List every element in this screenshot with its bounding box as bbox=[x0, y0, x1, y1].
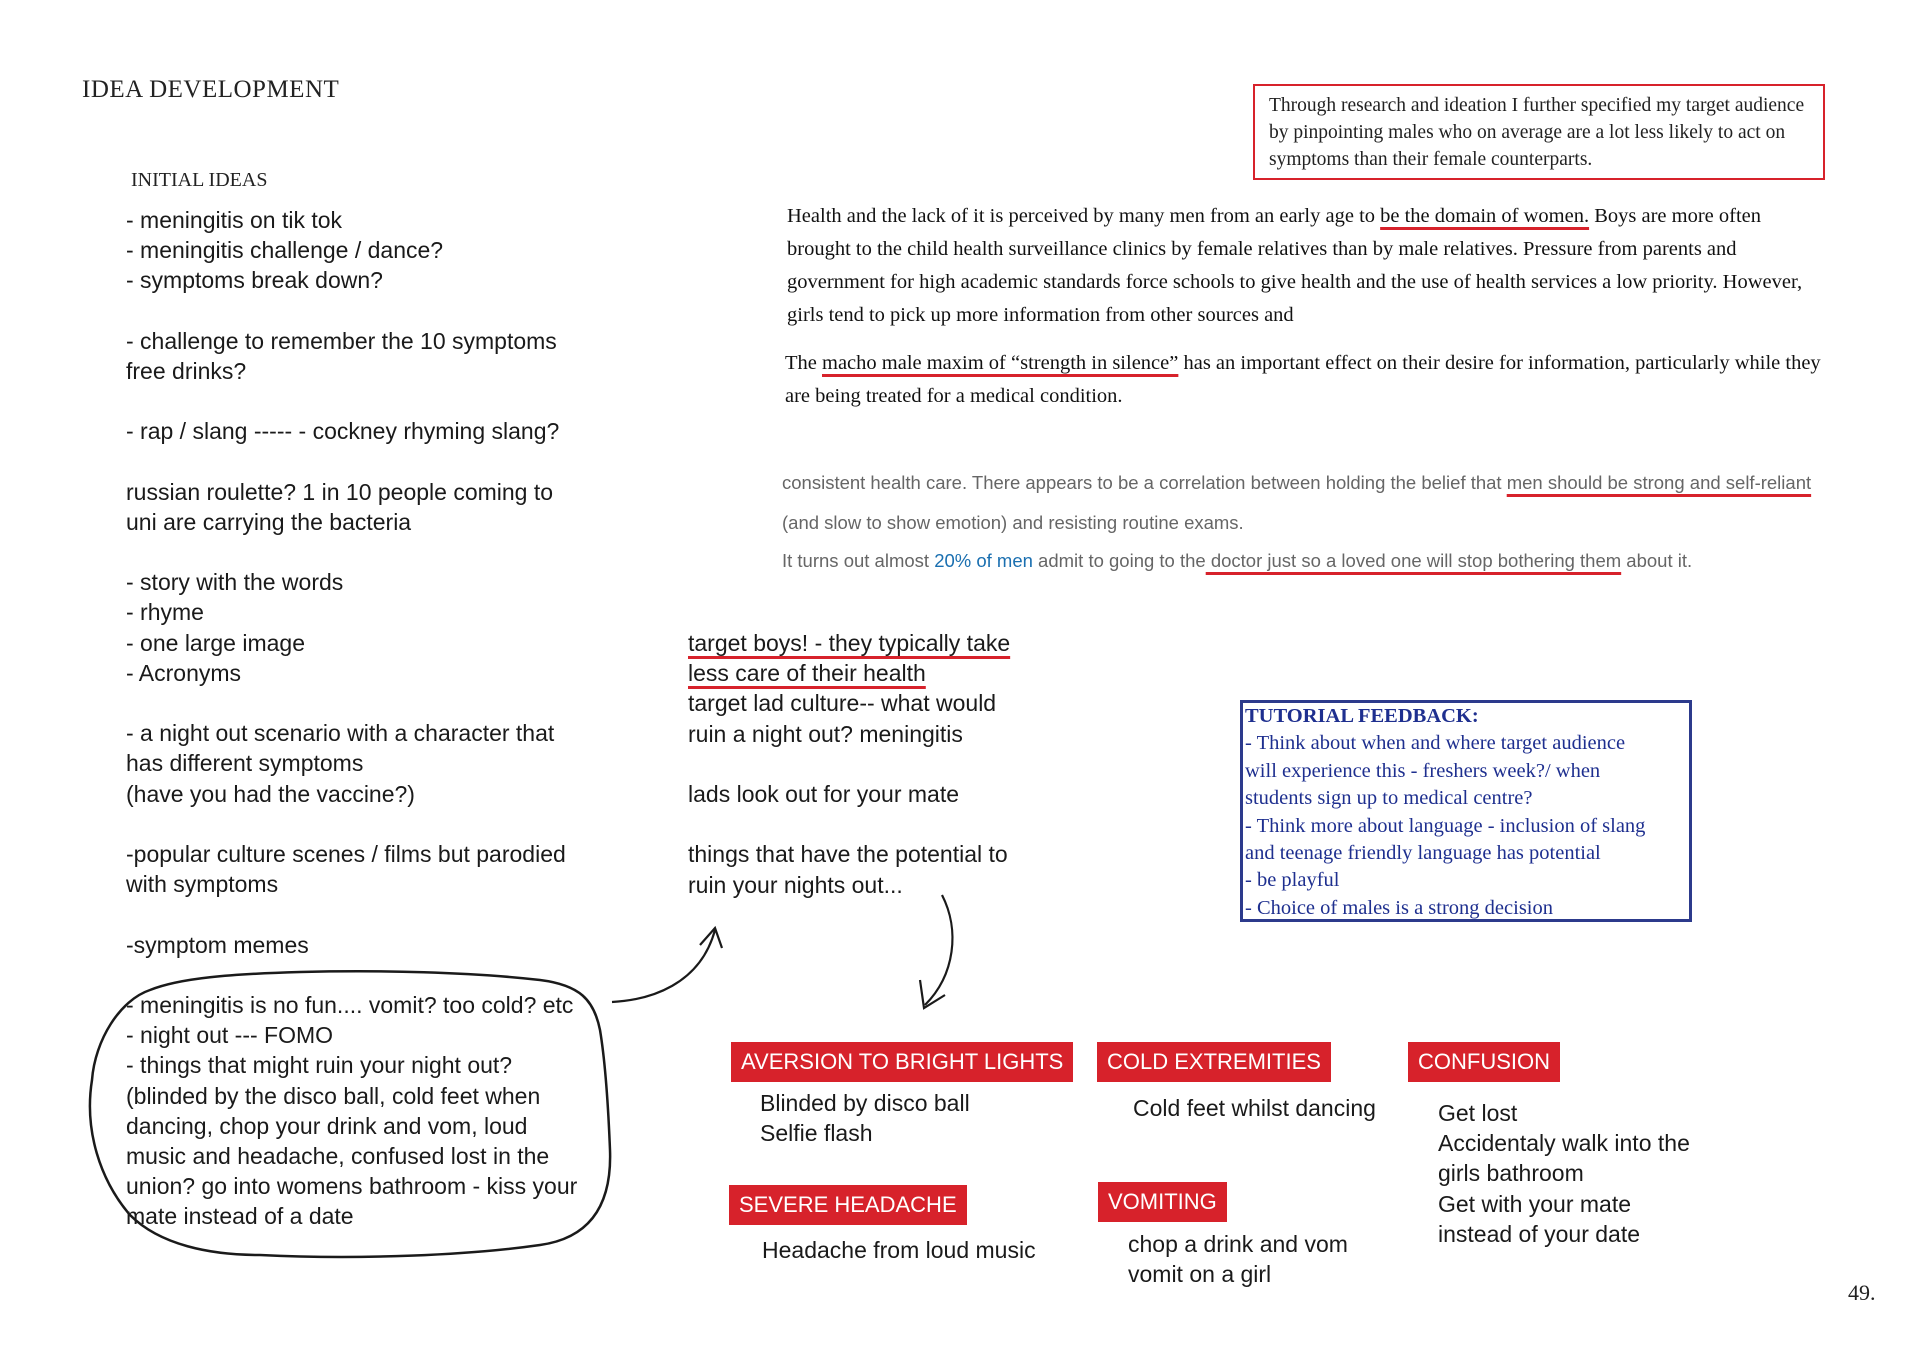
page-number: 49. bbox=[1848, 1280, 1876, 1305]
symptom-example: Headache from loud music bbox=[762, 1237, 1036, 1263]
quote-text: The bbox=[785, 352, 822, 374]
note-line: ruin your nights out... bbox=[688, 871, 903, 898]
feedback-line: students sign up to medical centre? bbox=[1245, 787, 1533, 810]
bubble-line: - things that might ruin your night out? bbox=[126, 1052, 513, 1079]
target-audience-notes bbox=[688, 628, 1088, 900]
target-boys-highlight: less care of their health bbox=[688, 660, 926, 687]
feedback-line: - be playful bbox=[1245, 869, 1340, 892]
note-line: target lad culture-- what would bbox=[688, 690, 997, 717]
page-title: IDEA DEVELOPMENT bbox=[82, 76, 340, 103]
quote-text: consistent health care. There appears to be a correlation between holding the belief that bbox=[782, 472, 1507, 493]
symptom-tag-confusion: CONFUSION bbox=[1408, 1042, 1560, 1082]
symptom-example: instead of your date bbox=[1438, 1220, 1641, 1247]
idea-line: - meningitis challenge / dance? bbox=[126, 237, 444, 264]
note-line: ruin a night out? meningitis bbox=[688, 720, 963, 747]
quote-highlight: macho male maxim of “strength in silence” bbox=[822, 352, 1179, 374]
quote-text: has an important effect on their desire for information, particularly while they are being treated for a medical condition. bbox=[785, 352, 1821, 407]
symptom-example: girls bathroom bbox=[1438, 1160, 1584, 1187]
idea-line: (have you had the vaccine?) bbox=[126, 780, 415, 807]
idea-line: with symptoms bbox=[126, 871, 279, 898]
symptom-example: Selfie flash bbox=[760, 1120, 873, 1147]
feedback-heading: TUTORIAL FEEDBACK: bbox=[1245, 705, 1479, 727]
quote-highlight: be the domain of women. bbox=[1380, 205, 1590, 227]
bubble-text bbox=[126, 990, 606, 1232]
idea-line: -popular culture scenes / films but parodied bbox=[126, 840, 566, 867]
idea-line: - meningitis on tik tok bbox=[126, 207, 343, 233]
bubble-line: dancing, chop your drink and vom, loud bbox=[126, 1112, 528, 1139]
note-line: lads look out for your mate bbox=[688, 780, 960, 807]
idea-line: - symptoms break down? bbox=[126, 267, 383, 294]
symptom-examples-vomiting bbox=[1128, 1229, 1348, 1289]
symptom-examples-cold bbox=[1133, 1093, 1376, 1123]
bubble-line: (blinded by the disco ball, cold feet when bbox=[126, 1082, 541, 1109]
idea-line: -symptom memes bbox=[126, 931, 309, 958]
research-summary-box: Through research and ideation I further specified my target audience by pinpointing males who on average are a lot less likely to act on symptoms than their female counterparts. bbox=[1253, 84, 1825, 180]
research-quote-4 bbox=[782, 550, 1822, 572]
quote-text: admit to going to the bbox=[1032, 550, 1206, 571]
idea-line: russian roulette? 1 in 10 people coming to bbox=[126, 478, 554, 505]
symptom-tag-headache: SEVERE HEADACHE bbox=[729, 1185, 967, 1225]
curved-arrow-up bbox=[612, 930, 715, 1002]
note-line bbox=[688, 809, 1088, 839]
idea-line: - Acronyms bbox=[126, 659, 242, 686]
quote-text: (and slow to show emotion) and resisting routine exams. bbox=[782, 512, 1244, 533]
idea-line: - one large image bbox=[126, 629, 305, 656]
feedback-line: - Choice of males is a strong decision bbox=[1245, 896, 1554, 919]
note-line: things that have the potential to bbox=[688, 841, 1008, 868]
target-boys-highlight: target boys! - they typically take bbox=[688, 630, 1011, 656]
bubble-line: music and headache, confused lost in the bbox=[126, 1142, 550, 1169]
idea-line: - a night out scenario with a character that bbox=[126, 720, 555, 747]
quote-text: Health and the lack of it is perceived by many men from an early age to bbox=[787, 205, 1381, 227]
quote-highlight: doctor just so a loved one will stop bothering them bbox=[1205, 550, 1622, 571]
idea-line: - rhyme bbox=[126, 599, 204, 626]
idea-line: free drinks? bbox=[126, 357, 247, 384]
symptom-tag-vomiting: VOMITING bbox=[1098, 1182, 1227, 1222]
idea-line: - challenge to remember the 10 symptoms bbox=[126, 327, 557, 354]
bubble-line: mate instead of a date bbox=[126, 1203, 354, 1230]
symptom-examples-aversion bbox=[760, 1088, 970, 1148]
symptom-example: Get with your mate bbox=[1438, 1190, 1632, 1217]
symptom-tag-aversion: AVERSION TO BRIGHT LIGHTS bbox=[731, 1042, 1073, 1082]
bubble-line: union? go into womens bathroom - kiss your bbox=[126, 1173, 578, 1200]
quote-text: Boys are more often brought to the child health surveillance clinics by female relatives than by male relatives. Pressure from parents and government for high academic standards force schools to give health and the use of health services a low priority. However, girls tend to pick up more information from other sources and bbox=[787, 205, 1803, 326]
section-subtitle: INITIAL IDEAS bbox=[131, 169, 268, 191]
quote-highlight: men should be strong and self-reliant bbox=[1506, 472, 1812, 493]
idea-line: - rap / slang ----- - cockney rhyming slang? bbox=[126, 418, 560, 445]
symptom-example: Blinded by disco ball bbox=[760, 1090, 970, 1116]
note-line bbox=[688, 749, 1088, 779]
research-quote-1 bbox=[787, 200, 1827, 332]
idea-line: uni are carrying the bacteria bbox=[126, 508, 412, 535]
quote-text: about it. bbox=[1621, 550, 1693, 571]
symptom-example: Cold feet whilst dancing bbox=[1133, 1095, 1376, 1121]
feedback-line: will experience this - freshers week?/ when bbox=[1245, 759, 1601, 782]
symptom-example: chop a drink and vom bbox=[1128, 1231, 1348, 1257]
symptom-tag-cold: COLD EXTREMITIES bbox=[1097, 1042, 1331, 1082]
research-quote-2 bbox=[785, 347, 1825, 413]
feedback-line: and teenage friendly language has potential bbox=[1245, 842, 1601, 865]
idea-line: has different symptoms bbox=[126, 750, 364, 777]
symptom-example: Accidentaly walk into the bbox=[1438, 1130, 1690, 1157]
quote-text: It turns out almost bbox=[782, 550, 935, 571]
tutorial-feedback-box bbox=[1240, 700, 1692, 922]
statistic-highlight: 20% of men bbox=[934, 550, 1033, 571]
bubble-line: - meningitis is no fun.... vomit? too cold? etc bbox=[126, 992, 574, 1018]
symptom-examples-confusion bbox=[1438, 1098, 1690, 1249]
curved-arrow-down bbox=[925, 895, 952, 1005]
arrow-head-up bbox=[700, 928, 722, 948]
idea-line: - story with the words bbox=[126, 569, 344, 596]
bubble-line: - night out --- FOMO bbox=[126, 1022, 334, 1049]
symptom-examples-headache bbox=[762, 1235, 1036, 1265]
feedback-line: - Think about when and where target audience bbox=[1245, 732, 1626, 755]
symptom-example: Get lost bbox=[1438, 1100, 1518, 1126]
feedback-line: - Think more about language - inclusion of slang bbox=[1245, 814, 1646, 837]
research-quote-3 bbox=[782, 463, 1822, 543]
symptom-example: vomit on a girl bbox=[1128, 1261, 1272, 1288]
